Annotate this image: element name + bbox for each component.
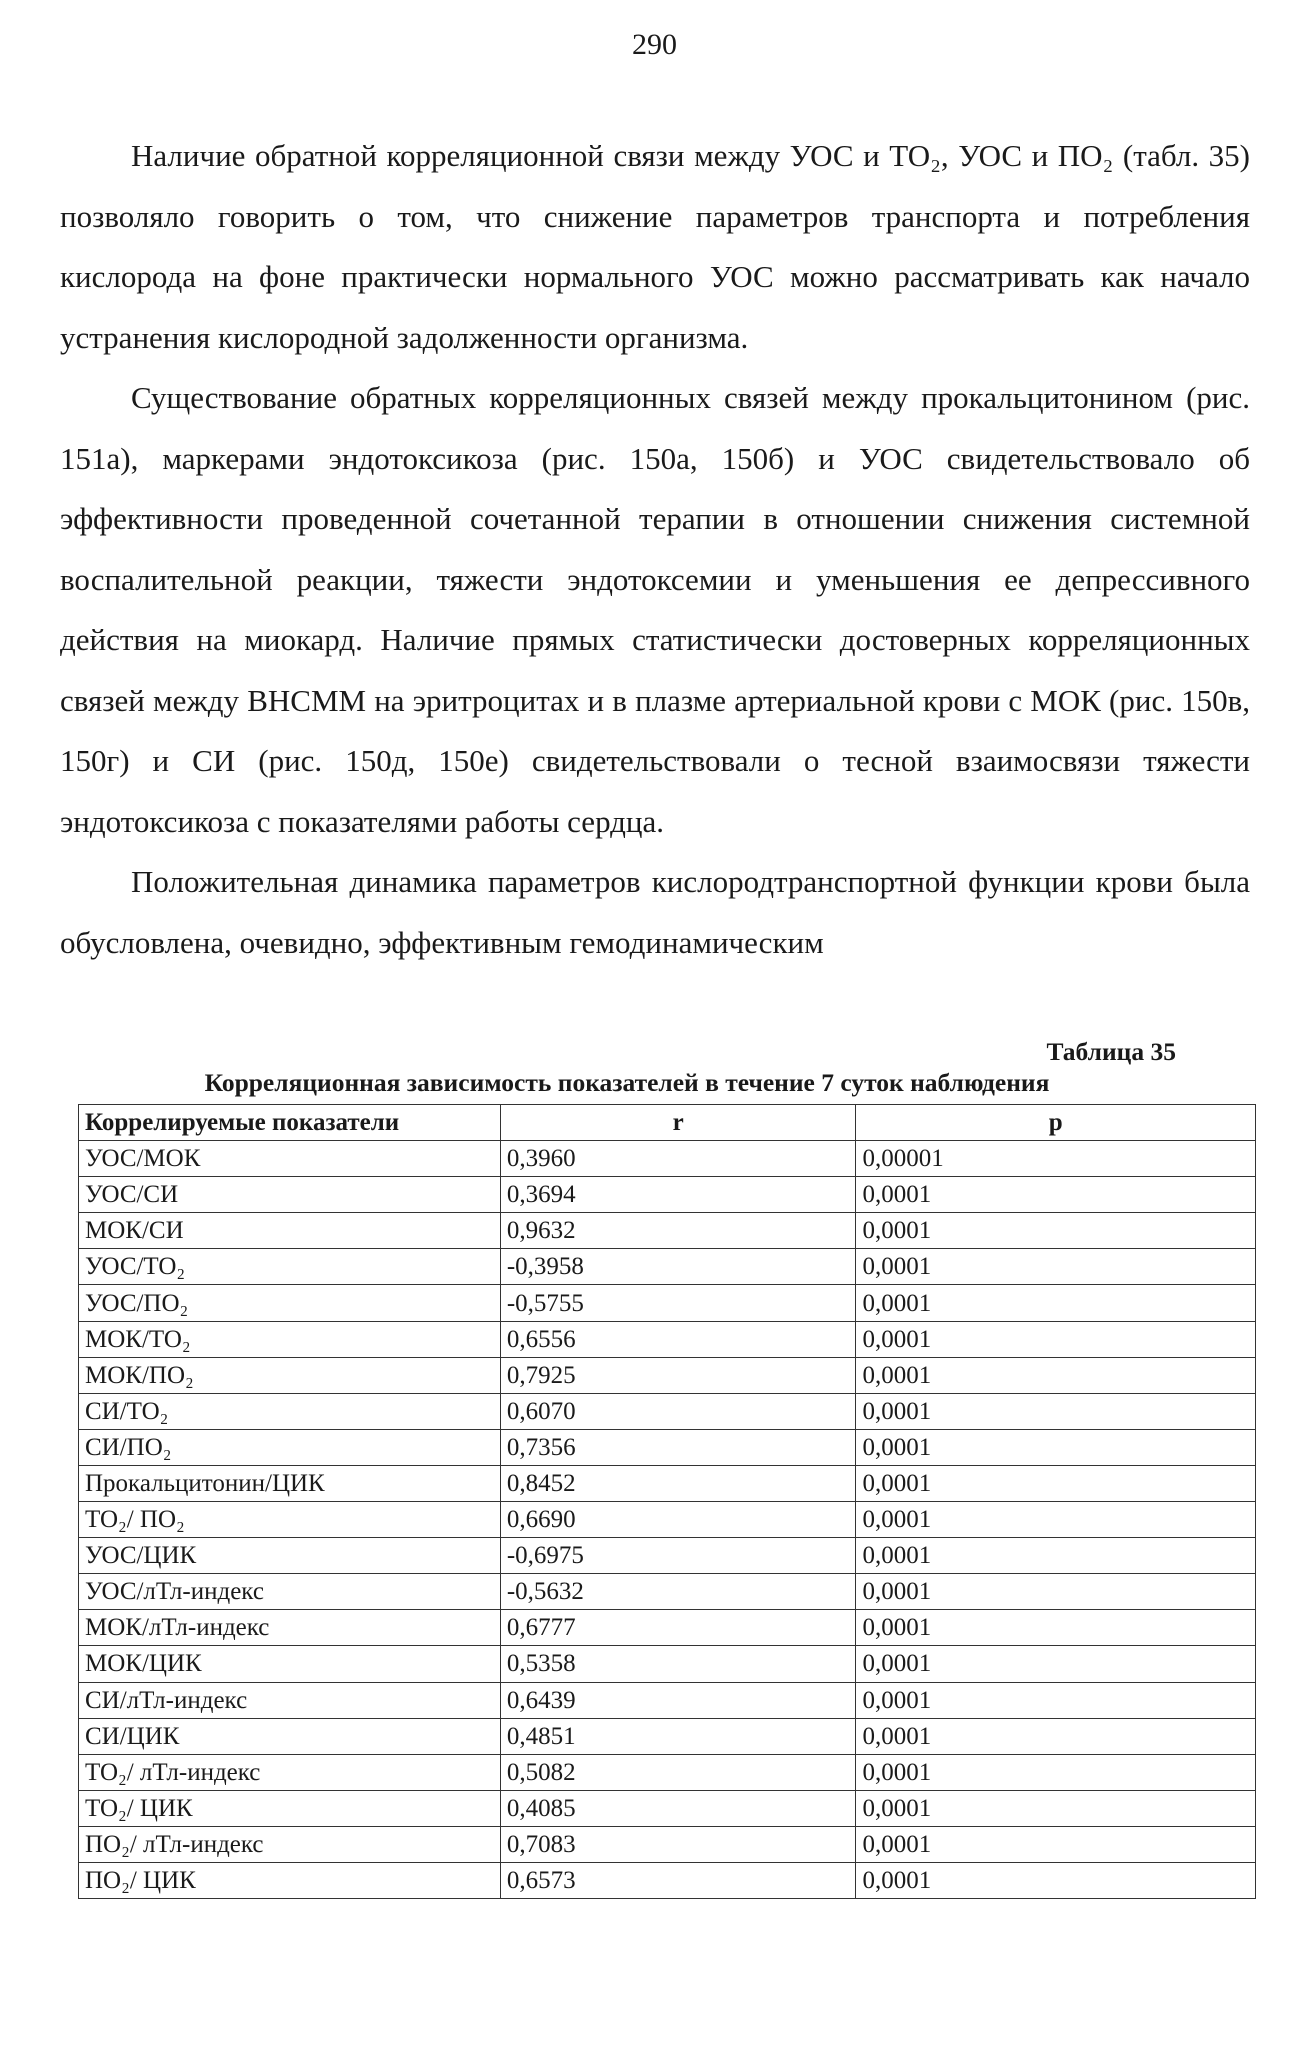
cell-r: 0,7083 xyxy=(500,1826,856,1862)
cell-p: 0,0001 xyxy=(856,1826,1256,1862)
cell-r: 0,6777 xyxy=(500,1610,856,1646)
cell-r: 0,5358 xyxy=(500,1646,856,1682)
header-p: p xyxy=(856,1105,1256,1141)
table-row xyxy=(79,1574,1256,1610)
cell-indicators: МОК/лТл-индекс xyxy=(79,1610,501,1646)
table-body xyxy=(79,1141,1256,1899)
table-row xyxy=(79,1646,1256,1682)
cell-p: 0,0001 xyxy=(856,1538,1256,1574)
cell-indicators: Прокальцитонин/ЦИК xyxy=(79,1465,501,1501)
cell-r: 0,6070 xyxy=(500,1393,856,1429)
cell-indicators: ТО₂/ лТл-индекс xyxy=(79,1754,501,1790)
table-row xyxy=(79,1393,1256,1429)
cell-r: 0,5082 xyxy=(500,1754,856,1790)
cell-r: 0,6690 xyxy=(500,1502,856,1538)
body-text xyxy=(60,126,1250,973)
cell-p: 0,0001 xyxy=(856,1682,1256,1718)
cell-indicators: СИ/ЦИК xyxy=(79,1718,501,1754)
cell-r: -0,5755 xyxy=(500,1285,856,1321)
cell-p: 0,0001 xyxy=(856,1610,1256,1646)
cell-p: 0,0001 xyxy=(856,1285,1256,1321)
cell-indicators: УОС/ТО₂ xyxy=(79,1249,501,1285)
cell-indicators: СИ/ПО₂ xyxy=(79,1429,501,1465)
cell-indicators: ПО₂/ ЦИК xyxy=(79,1862,501,1898)
paragraph-2: Существование обратных корреляционных связей между прокальцитонином (рис. 151а), маркерами эндотоксикоза (рис. 150а, 150б) и УОС свидетельствовало об эффективности проведенной сочетанной терапии в отношении снижения системной воспалительной реакции, тяжести эндотоксемии и уменьшения ее депрессивного действия на миокард. Наличие прямых статистически достоверных корреляционных связей между ВНСММ на эритроцитах и в плазме артериальной крови с МОК (рис. 150в, 150г) и СИ (рис. 150д, 150е) свидетельствовали о тесной взаимосвязи тяжести эндотоксикоза с показателями работы сердца. xyxy=(60,380,1250,839)
table-row xyxy=(79,1429,1256,1465)
cell-p: 0,0001 xyxy=(856,1790,1256,1826)
cell-indicators: СИ/ТО₂ xyxy=(79,1393,501,1429)
cell-r: 0,8452 xyxy=(500,1465,856,1501)
cell-p: 0,0001 xyxy=(856,1249,1256,1285)
table-row xyxy=(79,1718,1256,1754)
cell-indicators: УОС/ПО₂ xyxy=(79,1285,501,1321)
cell-indicators: МОК/СИ xyxy=(79,1213,501,1249)
cell-r: 0,7925 xyxy=(500,1357,856,1393)
cell-indicators: ТО₂/ ЦИК xyxy=(79,1790,501,1826)
table-row xyxy=(79,1610,1256,1646)
correlation-table xyxy=(78,1104,1256,1899)
table-row xyxy=(79,1321,1256,1357)
table-label: Таблица 35 xyxy=(1046,1037,1176,1066)
cell-indicators: МОК/ПО₂ xyxy=(79,1357,501,1393)
cell-indicators: МОК/ЦИК xyxy=(79,1646,501,1682)
cell-r: -0,5632 xyxy=(500,1574,856,1610)
cell-p: 0,0001 xyxy=(856,1177,1256,1213)
header-r: r xyxy=(500,1105,856,1141)
cell-r: 0,3694 xyxy=(500,1177,856,1213)
table-row xyxy=(79,1465,1256,1501)
cell-indicators: УОС/лТл-индекс xyxy=(79,1574,501,1610)
table-row xyxy=(79,1754,1256,1790)
cell-r: 0,9632 xyxy=(500,1213,856,1249)
table-header-row xyxy=(79,1105,1256,1141)
table-row xyxy=(79,1790,1256,1826)
table-caption xyxy=(78,1036,1176,1098)
cell-indicators: УОС/ЦИК xyxy=(79,1538,501,1574)
cell-r: 0,4851 xyxy=(500,1718,856,1754)
cell-p: 0,00001 xyxy=(856,1141,1256,1177)
cell-p: 0,0001 xyxy=(856,1465,1256,1501)
cell-r: 0,6556 xyxy=(500,1321,856,1357)
table-row xyxy=(79,1357,1256,1393)
cell-r: 0,4085 xyxy=(500,1790,856,1826)
cell-r: -0,6975 xyxy=(500,1538,856,1574)
cell-p: 0,0001 xyxy=(856,1213,1256,1249)
table-row xyxy=(79,1502,1256,1538)
table-row xyxy=(79,1538,1256,1574)
cell-p: 0,0001 xyxy=(856,1357,1256,1393)
cell-p: 0,0001 xyxy=(856,1862,1256,1898)
paragraph-3: Положительная динамика параметров кислородтранспортной функции крови была обусловлена, очевидно, эффективным гемодинамическим xyxy=(60,864,1250,960)
table-row xyxy=(79,1285,1256,1321)
table-row xyxy=(79,1141,1256,1177)
cell-r: 0,6573 xyxy=(500,1862,856,1898)
cell-p: 0,0001 xyxy=(856,1754,1256,1790)
cell-r: 0,6439 xyxy=(500,1682,856,1718)
cell-indicators: СИ/лТл-индекс xyxy=(79,1682,501,1718)
cell-p: 0,0001 xyxy=(856,1574,1256,1610)
table-title: Корреляционная зависимость показателей в течение 7 суток наблюдения xyxy=(204,1068,1050,1097)
cell-p: 0,0001 xyxy=(856,1321,1256,1357)
cell-p: 0,0001 xyxy=(856,1502,1256,1538)
cell-p: 0,0001 xyxy=(856,1718,1256,1754)
cell-r: 0,3960 xyxy=(500,1141,856,1177)
paragraph-1: Наличие обратной корреляционной связи между УОС и ТО₂, УОС и ПО₂ (табл. 35) позволяло говорить о том, что снижение параметров транспорта и потребления кислорода на фоне практически нормального УОС можно рассматривать как начало устранения кислородной задолженности организма. xyxy=(60,138,1250,355)
page-number: 290 xyxy=(632,28,677,61)
cell-p: 0,0001 xyxy=(856,1646,1256,1682)
table-row xyxy=(79,1177,1256,1213)
cell-indicators: МОК/ТО₂ xyxy=(79,1321,501,1357)
cell-p: 0,0001 xyxy=(856,1429,1256,1465)
cell-indicators: УОС/МОК xyxy=(79,1141,501,1177)
table-row xyxy=(79,1213,1256,1249)
header-indicators: Коррелируемые показатели xyxy=(79,1105,501,1141)
cell-indicators: ПО₂/ лТл-индекс xyxy=(79,1826,501,1862)
table-row xyxy=(79,1249,1256,1285)
cell-r: 0,7356 xyxy=(500,1429,856,1465)
cell-p: 0,0001 xyxy=(856,1393,1256,1429)
table-row xyxy=(79,1826,1256,1862)
table-row xyxy=(79,1862,1256,1898)
cell-indicators: ТО₂/ ПО₂ xyxy=(79,1502,501,1538)
cell-indicators: УОС/СИ xyxy=(79,1177,501,1213)
table-row xyxy=(79,1682,1256,1718)
cell-r: -0,3958 xyxy=(500,1249,856,1285)
